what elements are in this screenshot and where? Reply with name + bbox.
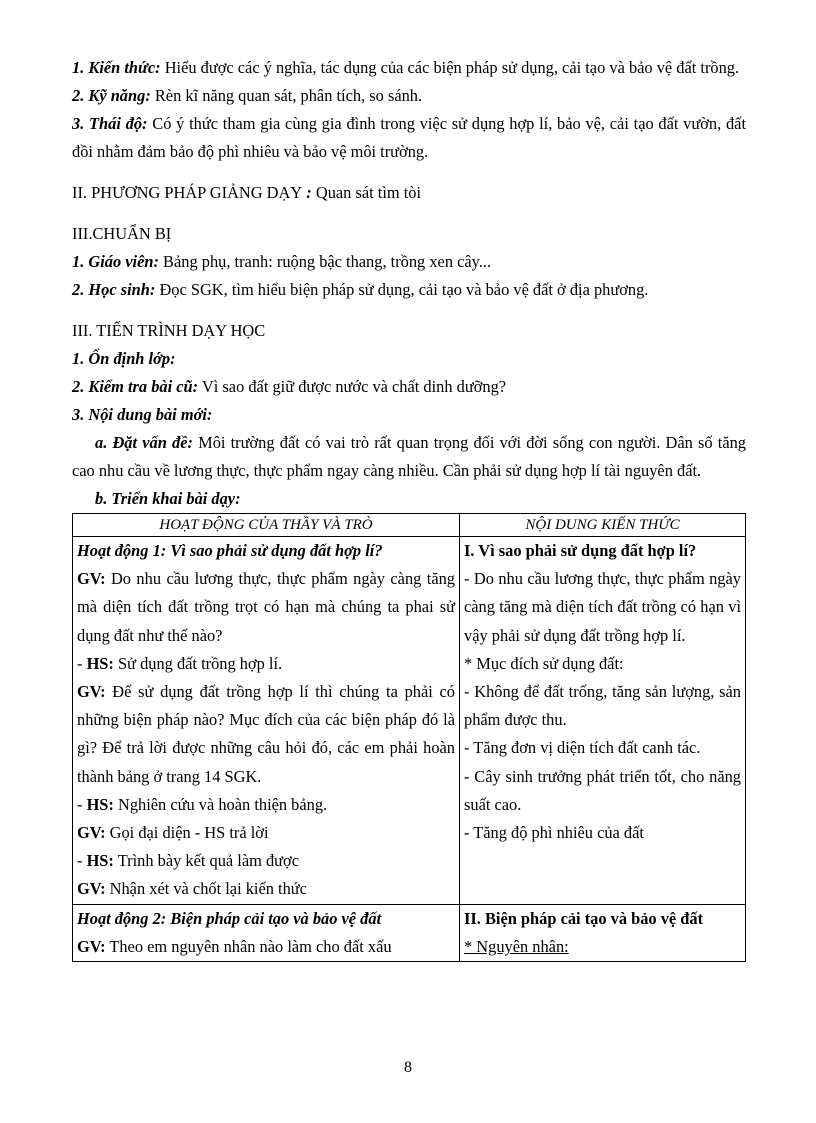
intro-text: Môi trường đất có vai trò rất quan trọng đối với đời sống con người. Dân số tăng cao nhu cầu về lương thực, thực phẩm ngay càng nhiều. Cần phải sử dụng hợp lí tài nguyên đất. (72, 433, 747, 480)
methods-heading: II. PHƯƠNG PHÁP GIẢNG DẠY (72, 183, 303, 202)
header-content: NỘI DUNG KIẾN THỨC (460, 514, 746, 537)
step2-label: 2. Kiểm tra bài cũ: (72, 377, 199, 396)
student-preparation (72, 276, 746, 304)
intro-label: a. Đặt vấn đề: (95, 433, 193, 452)
content-line: - Tăng độ phì nhiêu của đất (464, 823, 644, 843)
activity-line (77, 678, 455, 791)
intro-paragraph (72, 429, 746, 485)
methods-section (72, 179, 746, 207)
dash-prefix: - (77, 851, 87, 871)
skills-text: Rèn kĩ năng quan sát, phân tích, so sánh. (150, 86, 423, 105)
teacher-text: Bảng phụ, tranh: ruộng bậc thang, trồng xen cây... (158, 252, 492, 271)
skills-objective (72, 82, 746, 110)
content-line: - Không để đất trống, tăng sản lượng, sản phẩm được thu. (464, 682, 741, 730)
gv-label: GV: (77, 682, 106, 702)
teacher-label: 1. Giáo viên: (72, 252, 159, 271)
content-line: - Do nhu cầu lương thực, thực phẩm ngày càng tăng mà diện tích đất trồng có hạn vì vậy phải sử dụng đất trồng hợp lí. (464, 569, 741, 645)
activity-text: Nhận xét và chốt lại kiến thức (105, 879, 307, 899)
step2 (72, 373, 746, 401)
dash-prefix: - (77, 794, 87, 814)
activity-line (77, 565, 455, 650)
activity-text: Theo em nguyên nhân nào làm cho đất xấu (105, 936, 392, 956)
content-1-title: I. Vì sao phải sử dụng đất hợp lí? (464, 541, 697, 560)
gv-label: GV: (77, 936, 106, 956)
teacher-preparation (72, 248, 746, 276)
activity-line (77, 933, 455, 961)
content-2-cell (460, 904, 746, 961)
attitude-label: 3. Thái độ: (72, 114, 148, 133)
activity-text: Sử dụng đất trồng hợp lí. (113, 653, 283, 673)
hs-label: HS: (86, 653, 114, 673)
activity-2-title: Hoạt động 2: Biện pháp cải tạo và bảo vệ đất (77, 908, 382, 928)
methods-text: Quan sát tìm tòi (315, 183, 422, 202)
preparation-heading: III.CHUẨN BỊ (72, 224, 172, 243)
document-page (72, 54, 746, 962)
activity-line (77, 847, 455, 875)
step3-label: 3. Nội dung bài mới: (72, 405, 213, 424)
activity-text: Để sử dụng đất trồng hợp lí thì chúng ta phải có những biện pháp nào? Mục đích của các biện pháp đó là gì? Để trả lời được những câu hỏi đó, các em phải hoàn thành bảng ở trang 14 SGK. (77, 682, 455, 786)
content-1-cell (460, 537, 746, 905)
content-2-title: II. Biện pháp cải tạo và bảo vệ đất (464, 908, 704, 928)
dash-prefix: - (77, 653, 87, 673)
skills-label: 2. Kỹ năng: (72, 86, 151, 105)
activity-1-cell (73, 537, 460, 905)
gv-label: GV: (77, 569, 106, 589)
attitude-objective (72, 110, 746, 166)
activity-text: Trình bày kết quả làm được (113, 851, 299, 871)
activity-line (77, 791, 455, 819)
hs-label: HS: (86, 851, 114, 871)
table-row (73, 537, 746, 905)
hs-label: HS: (86, 794, 114, 814)
cause-heading: * Nguyên nhân: (464, 936, 569, 956)
content-line: * Mục đích sử dụng đất: (464, 653, 624, 673)
student-text: Đọc SGK, tìm hiểu biện pháp sử dụng, cải tạo và bảo vệ đất ở địa phương. (155, 280, 649, 299)
activity-line (77, 875, 455, 903)
activity-text: Do nhu cầu lương thực, thực phẩm ngày càng tăng mà diện tích đất trồng trọt có hạn mà chúng ta phai sử dụng đất như thế nào? (77, 569, 455, 645)
activity-text: Gọi đại diện - HS trả lời (105, 823, 269, 843)
knowledge-objective (72, 54, 746, 82)
deploy-label: b. Triển khai bài dạy: (95, 489, 241, 508)
gv-label: GV: (77, 879, 106, 899)
attitude-text: Có ý thức tham gia cùng gia đình trong việc sử dụng hợp lí, bảo vệ, cải tạo đất vườn, đất đồi nhằm đảm bảo độ phì nhiêu và bảo vệ môi trường. (72, 114, 746, 161)
content-line: - Cây sinh trưởng phát triển tốt, cho năng suất cao. (464, 766, 741, 814)
knowledge-text: Hiểu được các ý nghĩa, tác dụng của các biện pháp sử dụng, cải tạo và bảo vệ đất trồng. (160, 58, 740, 77)
student-label: 2. Học sinh: (72, 280, 156, 299)
page-number: 8 (404, 1059, 412, 1076)
table-row (73, 904, 746, 961)
header-activities: HOẠT ĐỘNG CỦA THẦY VÀ TRÒ (73, 514, 460, 537)
knowledge-label: 1. Kiến thức: (72, 58, 161, 77)
lesson-table (72, 513, 746, 962)
activity-1-title: Hoạt động 1: Vì sao phải sử dụng đất hợp lí? (77, 541, 383, 560)
content-line: - Tăng đơn vị diện tích đất canh tác. (464, 738, 701, 758)
process-heading: III. TIẾN TRÌNH DẠY HỌC (72, 321, 266, 340)
step2-text: Vì sao đất giữ được nước và chất dinh dưỡng? (198, 377, 507, 396)
activity-line (77, 650, 455, 678)
gv-label: GV: (77, 823, 106, 843)
activity-line (77, 819, 455, 847)
activity-2-cell (73, 904, 460, 961)
table-header-row (73, 514, 746, 537)
methods-colon: : (302, 183, 316, 202)
activity-text: Nghiên cứu và hoàn thiện bảng. (113, 794, 328, 814)
step1-label: 1. Ổn định lớp: (72, 349, 176, 368)
